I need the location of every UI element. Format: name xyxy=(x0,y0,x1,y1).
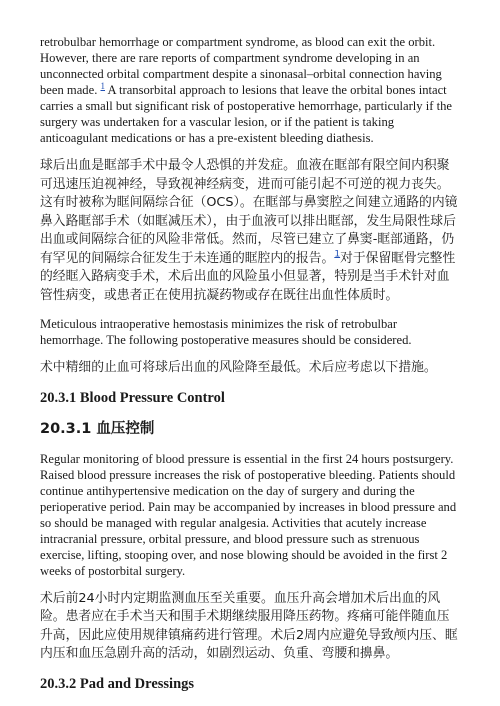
paragraph-blood-pressure-zh: 术后前24小时内定期监测血压至关重要。血压升高会增加术后出血的风险。患者应在手术当天和围手术期继续服用降压药物。疼痛可能伴随血压升高，因此应使用规律镇痛药进行管理。术后2周内应避免导致颅内压、眶内压和血压急剧升高的活动，如剧烈运动、负重、弯腰和擤鼻。 xyxy=(40,590,458,661)
text-run: retrobulbar hemorrhage or compartment syndrome, as blood can exit the orbit. However, there are rare reports of compartment syndrome developing in an unconnected orbital compartment despite a sinonasal–orbital connection having been made. xyxy=(40,35,442,97)
paragraph-blood-pressure-en: Regular monitoring of blood pressure is essential in the first 24 hours postsurgery. Raised blood pressure increases the risk of postoperative bleeding. Patients should continue antihypertensive medication on the day of surgery and during the perioperative period. Pain may be accompanied by increases in blood pressure and so should be managed with regular analgesia. Activities that acutely increase intracranial pressure, orbital pressure, and blood pressure such as strenuous exercise, lifting, stooping over, and nose blowing should be avoided in the first 2 weeks of postorbital surgery. xyxy=(40,451,457,578)
text-run: A transorbital approach to lesions that leave the orbital bones intact carries a small but significant risk of postoperative hemorrhage, particularly if the surgery was undertaken for a vascular lesion, or if the patient is taking anticoagulant medications or has a pre-existent bleeding diathesis. xyxy=(40,83,452,145)
reference-link-1-zh[interactable]: 1 xyxy=(334,249,341,260)
paragraph-hemostasis-en: Meticulous intraoperative hemostasis minimizes the risk of retrobulbar hemorrhage. The following postoperative measures should be considered. xyxy=(40,317,412,347)
document-page xyxy=(40,34,462,705)
paragraph-hemostasis-zh: 术中精细的止血可将球后出血的风险降至最低。术后应考虑以下措施。 xyxy=(40,360,437,375)
paragraph-retrobulbar-en xyxy=(40,34,462,146)
section-heading-blood-pressure-zh: 20.3.1 血压控制 xyxy=(40,420,155,437)
text-run: 对于保留眶骨完整性的经眶入路病变手术，术后出血的风险虽小但显著，特别是当手术针对血管性病变，或患者正在使用抗凝药物或存在既往出血性体质时。 xyxy=(40,250,456,303)
paragraph-retrobulbar-zh xyxy=(40,157,462,305)
section-heading-pad-dressings-en: 20.3.2 Pad and Dressings xyxy=(40,675,195,692)
text-run: 球后出血是眶部手术中最令人恐惧的并发症。血液在眶部有限空间内积聚可迅速压迫视神经，导致视神经病变，进而可能引起不可逆的视力丧失。这有时被称为眶间隔综合征（OCS）。在眶部与鼻窦腔之间建立通路的内镜鼻入路眶部手术（如眶减压术），由于血液可以排出眶部，发生局限性球后出血或间隔综合征的风险非常低。然而，尽管已建立了鼻窦-眶部通路，仍有罕见的间隔综合征发生于未连通的眶腔内的报告。 xyxy=(40,158,458,266)
section-heading-blood-pressure-en: 20.3.1 Blood Pressure Control xyxy=(40,389,225,406)
reference-link-1[interactable]: 1 xyxy=(100,80,105,91)
